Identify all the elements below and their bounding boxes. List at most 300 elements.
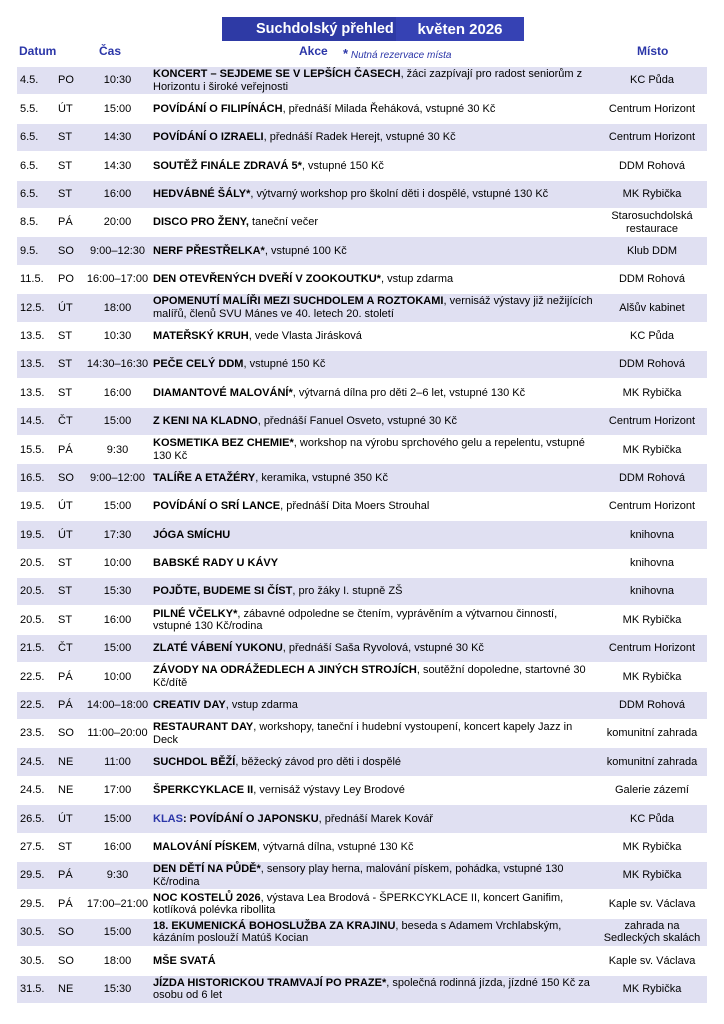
event-title: ZÁVODY NA ODRÁŽEDLECH A JINÝCH STROJÍCH (153, 664, 417, 677)
event-place: knihovna (629, 585, 675, 598)
event-date: 8.5. (20, 216, 39, 229)
event-time: 15:00 (103, 415, 132, 428)
event-time: 18:00 (103, 954, 132, 967)
event-details: , vernisáž výstavy již nežijících malířů, členů SVU Mánes ve 40. letech 20. století (153, 295, 593, 320)
event-cell (153, 947, 593, 974)
event-place: MK Rybička (622, 840, 682, 853)
event-text (153, 415, 457, 428)
event-details: , výtvarná dílna, vstupné 130 Kč (256, 840, 414, 853)
column-header-place: Místo (637, 44, 669, 58)
event-time: 10:30 (103, 329, 132, 342)
event-time: 9:30 (106, 869, 129, 882)
event-place: DDM Rohová (618, 273, 686, 286)
event-place: DDM Rohová (618, 699, 686, 712)
event-title: NERF PŘESTŘELKA* (153, 244, 265, 257)
event-day: ČT (58, 415, 73, 428)
event-text (153, 103, 495, 116)
event-time: 18:00 (103, 301, 132, 314)
event-date: 16.5. (20, 471, 45, 484)
event-place: Centrum Horizont (608, 131, 696, 144)
event-time: 16:00 (103, 386, 132, 399)
event-day: SO (58, 244, 74, 257)
event-cell (153, 890, 593, 917)
event-cell (153, 748, 593, 775)
table-row (17, 521, 707, 549)
table-row (17, 748, 707, 776)
table-row (17, 862, 707, 890)
event-text (153, 160, 384, 173)
event-place: MK Rybička (622, 869, 682, 882)
event-time: 16:00 (103, 613, 132, 626)
event-details: , keramika, vstupné 350 Kč (255, 471, 388, 484)
event-cell (153, 464, 593, 491)
event-day: PO (58, 74, 74, 87)
event-text (153, 68, 593, 93)
table-row (17, 834, 707, 862)
event-time: 16:00–17:00 (86, 273, 149, 286)
event-details: , výstava Lea Brodová - ŠPERKCYKLACE II, koncert Ganifim, kotlíková polévka ribollita (153, 891, 564, 917)
event-cell (153, 294, 593, 321)
event-date: 23.5. (20, 727, 45, 740)
event-details: , žáci zazpívají pro radost seniorům z Horizontu i široké veřejnosti (153, 68, 583, 93)
event-place: Galerie zázemí (615, 784, 689, 797)
event-text (153, 295, 593, 320)
event-time: 20:00 (103, 216, 132, 229)
event-date: 27.5. (20, 840, 45, 853)
event-date: 20.5. (20, 585, 45, 598)
event-title: DISCO PRO ŽENY, (153, 216, 249, 229)
event-details: , společná rodinná jízda, jízdné 150 Kč za osobu od 6 let (153, 976, 590, 1002)
event-title: DEN DĚTÍ NA PŮDĚ* (153, 863, 261, 876)
event-cell (153, 862, 593, 889)
event-time: 17:00 (103, 784, 132, 797)
event-day: PÁ (58, 869, 73, 882)
event-day: PÁ (58, 897, 73, 910)
event-text (153, 387, 525, 400)
event-title: POVÍDÁNÍ O FILIPÍNÁCH (153, 102, 283, 115)
event-cell (153, 237, 593, 264)
event-time: 11:00–20:00 (87, 727, 148, 740)
event-details: , vstupné 150 Kč (301, 159, 384, 172)
event-time: 9:00–12:00 (89, 471, 146, 484)
table-row (17, 181, 707, 209)
event-day: ST (58, 613, 73, 626)
event-cell (153, 550, 593, 577)
event-title: OPOMENUTÍ MALÍŘI MEZI SUCHDOLEM A ROZTOKAMI (153, 295, 444, 308)
event-day: ÚT (58, 528, 73, 541)
event-place: Alšův kabinet (619, 301, 685, 314)
event-date: 13.5. (20, 386, 45, 399)
event-day: SO (58, 471, 74, 484)
event-place: MK Rybička (622, 443, 682, 456)
event-place: KC Půda (629, 812, 675, 825)
event-title: MŠE SVATÁ (153, 954, 216, 967)
event-details: , sensory play herna, malování pískem, pohádka, vstupné 130 Kč/rodina (153, 863, 564, 888)
event-day: ST (58, 131, 73, 144)
event-text (153, 813, 433, 826)
event-time: 15:30 (103, 982, 132, 995)
table-row (17, 408, 707, 436)
event-date: 22.5. (20, 699, 45, 712)
table-row (17, 805, 707, 833)
event-details: , přednáší Radek Herejt, vstupné 30 Kč (263, 131, 456, 144)
event-day: PÁ (58, 443, 73, 456)
table-row (17, 323, 707, 351)
event-cell (153, 95, 593, 122)
event-place: komunitní zahrada (606, 727, 698, 740)
event-date: 31.5. (20, 982, 45, 995)
event-title: PILNÉ VČELKY* (153, 607, 238, 620)
event-place: DDM Rohová (618, 159, 686, 172)
event-cell (153, 976, 593, 1003)
event-day: PÁ (58, 670, 73, 683)
event-title: JÓGA SMÍCHU (153, 528, 231, 541)
table-row (17, 947, 707, 975)
event-date: 6.5. (20, 159, 39, 172)
event-day: ÚT (58, 102, 73, 115)
event-cell (153, 266, 593, 293)
event-date: 9.5. (20, 244, 39, 257)
table-row (17, 351, 707, 379)
event-cell (153, 493, 593, 520)
event-details: taneční večer (248, 216, 319, 229)
event-time: 15:00 (103, 642, 132, 655)
event-title: ŠPERKCYKLACE II (153, 784, 254, 797)
event-day: ST (58, 358, 73, 371)
event-text (153, 188, 548, 201)
table-row (17, 95, 707, 123)
table-row (17, 493, 707, 521)
event-date: 5.5. (20, 102, 39, 115)
table-row (17, 720, 707, 748)
event-date: 13.5. (20, 358, 45, 371)
event-date: 20.5. (20, 557, 45, 570)
event-title: DEN OTEVŘENÝCH DVEŘÍ V ZOOKOUTKU* (153, 273, 381, 286)
event-details: , běžecký závod pro děti i dospělé (235, 755, 402, 768)
event-time: 15:00 (103, 102, 132, 115)
table-row (17, 237, 707, 265)
event-title: DIAMANTOVÉ MALOVÁNÍ* (153, 386, 293, 399)
event-day: ST (58, 840, 73, 853)
event-day: ÚT (58, 812, 73, 825)
event-title: : POVÍDÁNÍ O JAPONSKU (182, 812, 319, 825)
event-time: 9:00–12:30 (89, 244, 146, 257)
event-cell (153, 720, 593, 747)
event-text (153, 585, 402, 598)
event-cell (153, 663, 593, 690)
event-title: POVÍDÁNÍ O IZRAELI (153, 131, 264, 144)
event-date: 13.5. (20, 329, 45, 342)
event-time: 14:30 (103, 159, 132, 172)
event-day: ST (58, 159, 73, 172)
event-date: 12.5. (20, 301, 45, 314)
table-row (17, 550, 707, 578)
event-date: 21.5. (20, 642, 45, 655)
table-row (17, 67, 707, 95)
event-place: MK Rybička (622, 670, 682, 683)
event-day: SO (58, 727, 74, 740)
event-day: ÚT (58, 500, 73, 513)
event-date: 26.5. (20, 812, 45, 825)
event-time: 16:00 (103, 840, 132, 853)
event-text (153, 330, 362, 343)
reservation-note (343, 46, 451, 61)
table-row (17, 578, 707, 606)
event-cell (153, 521, 593, 548)
event-place: knihovna (629, 557, 675, 570)
event-text (153, 756, 401, 769)
title-banner (222, 17, 524, 41)
event-cell (153, 919, 593, 946)
event-title: MALOVÁNÍ PÍSKEM (153, 840, 257, 853)
event-details: , výtvarná dílna pro děti 2–6 let, vstupné 130 Kč (292, 386, 526, 399)
event-details: , přednáší Fanuel Osveto, vstupné 30 Kč (257, 415, 458, 428)
event-date: 19.5. (20, 528, 45, 541)
event-day: NE (58, 982, 74, 995)
event-title: RESTAURANT DAY (153, 721, 254, 734)
event-details: , přednáší Marek Kovář (318, 812, 433, 825)
column-header-date: Datum (19, 44, 57, 58)
event-details: , vede Vlasta Jirásková (248, 329, 362, 342)
event-text (153, 721, 593, 746)
event-title: POVÍDÁNÍ O SRÍ LANCE (153, 500, 281, 513)
event-title: BABSKÉ RADY U KÁVY (153, 557, 279, 570)
event-text (153, 245, 347, 258)
event-place: knihovna (629, 528, 675, 541)
event-cell (153, 578, 593, 605)
event-title: SUCHDOL BĚŽÍ (153, 755, 236, 768)
event-time: 14:30–16:30 (86, 358, 149, 371)
event-date: 24.5. (20, 784, 45, 797)
event-place: MK Rybička (622, 982, 682, 995)
event-details: , vernisáž výstavy Ley Brodové (253, 784, 405, 797)
event-details: , beseda s Adamem Vrchlabským, kázáním poslouží Matúš Kocian (153, 919, 562, 945)
event-details: , vstup zdarma (380, 273, 454, 286)
event-time: 15:00 (103, 500, 132, 513)
event-date: 29.5. (20, 869, 45, 882)
table-row (17, 436, 707, 464)
event-place: Kaple sv. Václava (608, 954, 696, 967)
table-row (17, 890, 707, 918)
event-date: 30.5. (20, 926, 45, 939)
event-day: SO (58, 926, 74, 939)
event-day: ST (58, 557, 73, 570)
event-date: 24.5. (20, 755, 45, 768)
event-time: 17:00–21:00 (86, 897, 149, 910)
table-row (17, 209, 707, 237)
event-details: , pro žáky I. stupně ZŠ (292, 585, 403, 598)
event-text (153, 273, 453, 286)
event-time: 15:00 (103, 812, 132, 825)
event-text (153, 841, 413, 854)
event-cell (153, 209, 593, 236)
event-cell (153, 635, 593, 662)
event-text (153, 664, 593, 689)
table-row (17, 976, 707, 1004)
event-time: 15:30 (103, 585, 132, 598)
event-day: PÁ (58, 216, 73, 229)
event-details: , přednáší Milada Řeháková, vstupné 30 Kč (282, 102, 496, 115)
column-header-time: Čas (99, 44, 122, 58)
event-place: DDM Rohová (618, 471, 686, 484)
event-date: 30.5. (20, 954, 45, 967)
table-row (17, 464, 707, 492)
event-place: MK Rybička (622, 386, 682, 399)
event-title: JÍZDA HISTORICKOU TRAMVAJÍ PO PRAZE* (153, 976, 387, 989)
page-title: Suchdolský přehled (256, 21, 394, 37)
month-badge: květen 2026 (396, 17, 524, 41)
table-row (17, 124, 707, 152)
event-time: 10:30 (103, 74, 132, 87)
event-cell (153, 67, 593, 94)
event-title: HEDVÁBNÉ ŠÁLY* (153, 188, 251, 200)
event-time: 11:00 (104, 755, 131, 768)
event-place: MK Rybička (622, 613, 682, 626)
event-time: 14:30 (103, 131, 132, 144)
event-text (153, 216, 318, 229)
table-row (17, 777, 707, 805)
event-date: 6.5. (20, 188, 39, 200)
event-time: 17:30 (103, 528, 132, 541)
event-cell (153, 152, 593, 179)
event-day: SO (58, 954, 74, 967)
event-details: , výtvarný workshop pro školní děti i dospělé, vstupné 130 Kč (250, 188, 549, 200)
event-place: Centrum Horizont (608, 415, 696, 428)
event-prefix: KLAS (153, 812, 183, 825)
table-row (17, 663, 707, 691)
event-cell (153, 805, 593, 832)
event-text (153, 955, 216, 968)
event-date: 22.5. (20, 670, 45, 683)
event-title: POJĎTE, BUDEME SI ČÍST (153, 585, 293, 598)
event-text (153, 437, 593, 462)
event-time: 10:00 (103, 670, 132, 683)
event-details: , workshopy, taneční i hudební vystoupení, koncert kapely Jazz in Deck (153, 721, 573, 746)
event-place: Centrum Horizont (608, 102, 696, 115)
event-day: NE (58, 784, 74, 797)
event-title: TALÍŘE A ETAŽÉRY (153, 471, 256, 484)
reservation-note-text: Nutná rezervace místa (350, 50, 452, 61)
event-place: KC Půda (629, 329, 675, 342)
event-cell (153, 181, 593, 208)
event-cell (153, 408, 593, 435)
event-date: 20.5. (20, 613, 45, 626)
event-details: , vstup zdarma (225, 699, 298, 712)
event-day: ST (58, 386, 73, 399)
event-place: Centrum Horizont (608, 500, 696, 513)
events-table (17, 67, 707, 1004)
event-day: ST (58, 329, 73, 342)
event-title: 18. EKUMENICKÁ BOHOSLUŽBA ZA KRAJINU (153, 919, 396, 932)
event-title: SOUTĚŽ FINÁLE ZDRAVÁ 5* (153, 159, 302, 172)
event-title: NOC KOSTELŮ 2026 (153, 891, 261, 904)
event-details: , zábavné odpoledne se čtením, vyprávěním a výtvarnou činností, vstupné 130 Kč/rodina (153, 607, 558, 633)
event-time: 10:00 (103, 557, 132, 570)
event-day: NE (58, 755, 74, 768)
event-place: KC Půda (629, 74, 675, 87)
event-details: , přednáší Dita Moers Strouhal (280, 500, 430, 513)
event-cell (153, 777, 593, 804)
reservation-star: * (343, 46, 349, 61)
event-time: 14:00–18:00 (86, 699, 149, 712)
event-text (153, 920, 593, 945)
event-place: zahrada na Sedleckých skalách (603, 919, 701, 945)
event-place: Starosuchdolská restaurace (611, 210, 693, 235)
event-title: PEČE CELÝ DDM (153, 358, 244, 371)
event-day: PÁ (58, 699, 73, 712)
event-cell (153, 379, 593, 406)
event-date: 29.5. (20, 897, 45, 910)
event-details: , vstupné 100 Kč (264, 244, 347, 257)
event-text (153, 500, 429, 513)
table-row (17, 635, 707, 663)
event-place: Centrum Horizont (608, 642, 696, 655)
event-text (153, 784, 405, 797)
column-header-event: Akce (299, 44, 328, 58)
event-title: ZLATÉ VÁBENÍ YUKONU (153, 642, 283, 655)
event-details: , vstupné 150 Kč (243, 358, 326, 371)
event-title: Z KENI NA KLADNO (153, 415, 258, 428)
event-title: MATEŘSKÝ KRUH (153, 329, 249, 342)
event-cell (153, 834, 593, 861)
event-text (153, 557, 278, 570)
event-date: 6.5. (20, 131, 39, 144)
event-place: komunitní zahrada (606, 755, 698, 768)
event-text (153, 608, 593, 633)
event-text (153, 131, 456, 144)
table-row (17, 294, 707, 322)
event-place: Klub DDM (626, 244, 678, 257)
event-date: 15.5. (20, 443, 45, 456)
event-time: 9:30 (106, 443, 129, 456)
event-cell (153, 692, 593, 719)
event-text (153, 699, 298, 712)
event-day: ÚT (58, 301, 73, 314)
table-row (17, 692, 707, 720)
event-text (153, 892, 593, 917)
event-place: Kaple sv. Václava (608, 897, 696, 910)
table-row (17, 266, 707, 294)
event-cell (153, 436, 593, 463)
event-text (153, 358, 325, 371)
event-cell (153, 351, 593, 378)
event-text (153, 642, 484, 655)
event-text (153, 472, 388, 485)
table-row (17, 379, 707, 407)
event-day: ČT (58, 642, 73, 655)
event-place: DDM Rohová (618, 358, 686, 371)
event-day: PO (58, 273, 74, 286)
event-cell (153, 606, 593, 633)
event-place: MK Rybička (622, 188, 682, 200)
table-row (17, 606, 707, 634)
event-cell (153, 124, 593, 151)
event-date: 4.5. (20, 74, 39, 87)
table-row (17, 919, 707, 947)
event-date: 14.5. (20, 415, 45, 428)
event-text (153, 863, 593, 888)
event-title: KOSMETIKA BEZ CHEMIE* (153, 437, 294, 450)
event-details: , soutěžní dopoledne, startovné 30 Kč/dítě (153, 664, 586, 689)
event-details: , přednáší Saša Ryvolová, vstupné 30 Kč (282, 642, 484, 655)
event-title: CREATIV DAY (153, 699, 226, 712)
event-day: ST (58, 188, 73, 200)
event-time: 15:00 (103, 926, 132, 939)
event-day: ST (58, 585, 73, 598)
event-date: 19.5. (20, 500, 45, 513)
event-title: KONCERT – SEJDEME SE V LEPŠÍCH ČASECH (153, 68, 401, 81)
table-row (17, 152, 707, 180)
